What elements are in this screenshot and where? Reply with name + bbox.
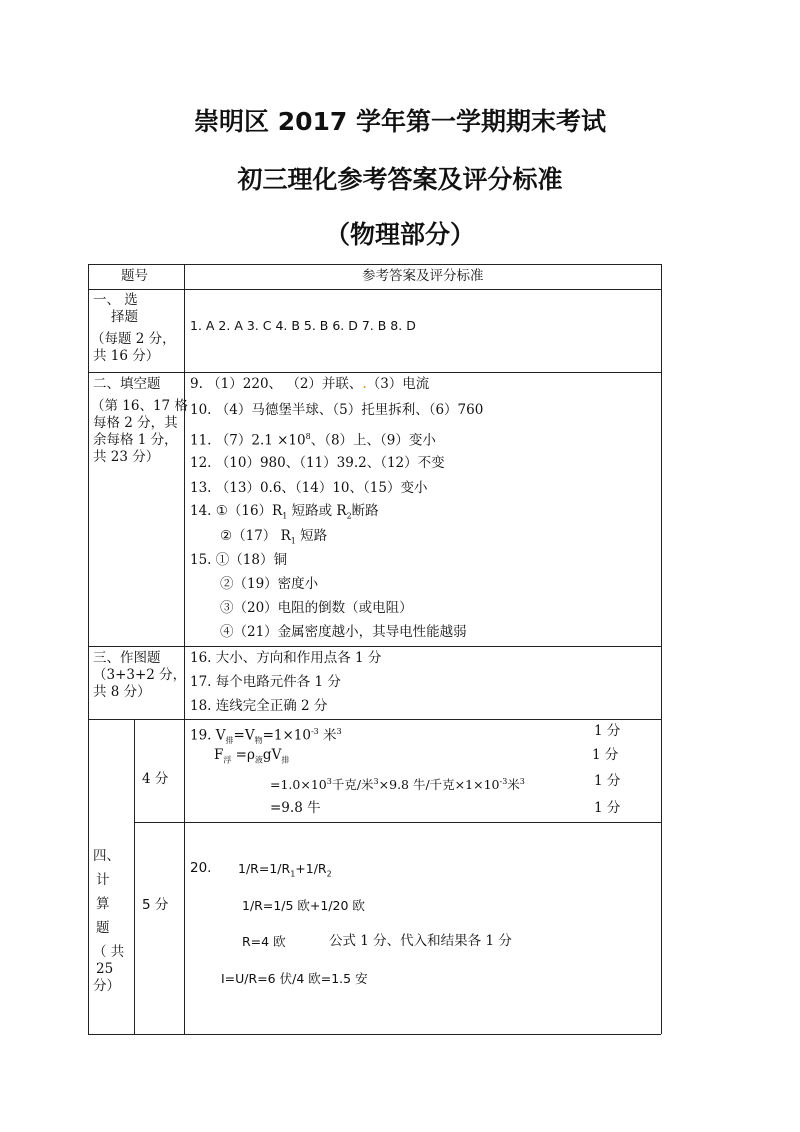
section1-answers: 1. A 2. A 3. C 4. B 5. B 6. D 7. B 8. D xyxy=(190,318,416,333)
text: =1.0×10 xyxy=(270,777,327,793)
q19-line1-points: 1 分 xyxy=(594,723,621,739)
header-answer-standard: 参考答案及评分标准 xyxy=(362,268,484,284)
answer-q15-c: ③（20）电阻的倒数（或电阻） xyxy=(220,600,413,616)
exponent: 3 xyxy=(326,777,332,786)
row-divider-4 xyxy=(134,822,661,823)
answer-q12: 12. （10）980、（11）39.2、（12）不变 xyxy=(190,455,445,471)
section1-label-b: 择题 xyxy=(111,309,138,325)
subscript: 排 xyxy=(225,736,234,746)
section2-label-b: （第 16、17 格 xyxy=(91,398,188,414)
doc-subtitle: 初三理化参考答案及评分标准 xyxy=(237,165,563,194)
row-divider-3 xyxy=(88,719,661,720)
text: ②（17） R xyxy=(220,528,291,544)
text: 千克/米 xyxy=(331,777,374,793)
section2-label-a: 二、填空题 xyxy=(93,376,161,392)
header-question-no: 题号 xyxy=(121,268,148,284)
section2-label-c: 每格 2 分，其 xyxy=(93,415,178,431)
text: 1/R=1/R xyxy=(238,861,291,876)
subcolumn-divider xyxy=(134,719,135,1034)
section4-label-f: 25 xyxy=(96,961,114,977)
section4-label-e: （ 共 xyxy=(93,944,125,960)
section3-label-b: （3+3+2 分， xyxy=(93,667,187,683)
q20-number: 20. xyxy=(190,860,212,876)
answer-q9-part2: （3）电流 xyxy=(366,376,430,392)
text: 断路 xyxy=(351,503,379,519)
column-divider xyxy=(184,264,185,1034)
text: =1×10 xyxy=(262,727,311,744)
exponent: -3 xyxy=(310,727,319,736)
answer-q9-part1: 9. （1）220、 （2）并联、 xyxy=(190,376,363,392)
table-border-left xyxy=(88,264,89,1034)
answer-q17: 17. 每个电路元件各 1 分 xyxy=(190,674,341,690)
row-divider-1 xyxy=(88,372,661,373)
exponent: 3 xyxy=(336,727,342,736)
answer-q15-a: 15. ①（18）铜 xyxy=(190,552,287,568)
answer-q15-d: ④（21）金属密度越小，其导电性能越弱 xyxy=(220,624,467,640)
section1-label-d: 共 16 分） xyxy=(93,348,160,364)
subscript: 2 xyxy=(346,511,352,521)
q19-line3 xyxy=(270,773,525,793)
section3-label-a: 三、作图题 xyxy=(93,650,161,666)
text: ×9.8 牛/千克×1×10 xyxy=(378,777,500,793)
doc-title: 崇明区 2017 学年第一学期期末考试 xyxy=(194,107,606,136)
answer-q15-b: ②（19）密度小 xyxy=(220,576,319,592)
table-border-right xyxy=(661,264,662,1034)
q20-score: 5 分 xyxy=(142,897,169,913)
exponent: 8 xyxy=(305,432,311,441)
section3-label-c: 共 8 分） xyxy=(93,684,151,700)
text: 短路 xyxy=(295,528,328,544)
text: 米 xyxy=(318,727,337,744)
answer-q11 xyxy=(190,428,436,450)
subscript: 浮 xyxy=(223,755,232,765)
text: =V xyxy=(233,727,255,744)
q19-line1 xyxy=(190,723,342,749)
q20-line3: R=4 欧 xyxy=(242,934,286,949)
subscript: 1 xyxy=(290,869,296,879)
answer-q11-part2: 、（8）上、（9）变小 xyxy=(310,432,436,449)
subscript: 1 xyxy=(282,511,288,521)
section4-label-d: 题 xyxy=(96,920,110,936)
exponent: 3 xyxy=(373,777,379,786)
q19-line2 xyxy=(214,747,289,769)
q19-line3-points: 1 分 xyxy=(594,773,621,789)
subscript: 2 xyxy=(326,869,332,879)
section4-label-c: 算 xyxy=(96,896,110,912)
subscript: 排 xyxy=(281,755,290,765)
table-border-top xyxy=(88,264,661,265)
answer-q16: 16. 大小、方向和作用点各 1 分 xyxy=(190,650,382,666)
q20-line1 xyxy=(238,860,332,883)
section4-label-b: 计 xyxy=(96,872,110,888)
answer-q9 xyxy=(190,376,429,393)
answer-q14-b xyxy=(220,528,327,550)
q19-line4: =9.8 牛 xyxy=(270,800,321,816)
section4-label-a: 四、 xyxy=(93,848,120,864)
section2-label-d: 余每格 1 分， xyxy=(93,432,178,448)
text: =ρ xyxy=(231,747,255,763)
answer-q18: 18. 连线完全正确 2 分 xyxy=(190,698,328,714)
text: F xyxy=(214,747,224,763)
answer-q11-part1: 11. （7）2.1 ×10 xyxy=(190,432,306,449)
subscript: 1 xyxy=(290,536,296,546)
answer-q10: 10. （4）马德堡半球、（5）托里拆利、（6）760 xyxy=(190,402,484,418)
table-border-bottom xyxy=(88,1034,661,1035)
text: gV xyxy=(262,747,282,763)
doc-section-title: （物理部分） xyxy=(324,220,475,249)
section2-label-e: 共 23 分） xyxy=(93,449,160,465)
exponent: 3 xyxy=(519,777,525,786)
text: +1/R xyxy=(295,861,327,876)
q19-line2-points: 1 分 xyxy=(592,747,619,763)
subscript: 物 xyxy=(254,736,263,746)
row-divider-2 xyxy=(88,646,661,647)
header-divider xyxy=(88,289,661,290)
section4-label-g: 分） xyxy=(93,978,120,994)
text: 19. V xyxy=(190,727,226,744)
section1-label-c: （每题 2 分， xyxy=(91,331,176,347)
subscript: 液 xyxy=(254,755,263,765)
text: 14. ①（16）R xyxy=(190,503,283,519)
q20-scoring-note: 公式 1 分、代入和结果各 1 分 xyxy=(329,933,512,949)
q20-line2: 1/R=1/5 欧+1/20 欧 xyxy=(242,898,365,913)
exponent: -3 xyxy=(499,777,508,786)
section1-label-a: 一、 选 xyxy=(93,292,138,308)
stray-dot: . xyxy=(362,376,367,392)
text: 米 xyxy=(507,777,520,793)
answer-q14-a xyxy=(190,503,379,525)
q19-score: 4 分 xyxy=(142,771,169,787)
q20-line4: I=U/R=6 伏/4 欧=1.5 安 xyxy=(221,971,368,986)
text: 短路或 R xyxy=(287,503,347,519)
q19-line4-points: 1 分 xyxy=(594,800,621,816)
answer-q13: 13. （13）0.6、（14）10、（15）变小 xyxy=(190,480,428,496)
